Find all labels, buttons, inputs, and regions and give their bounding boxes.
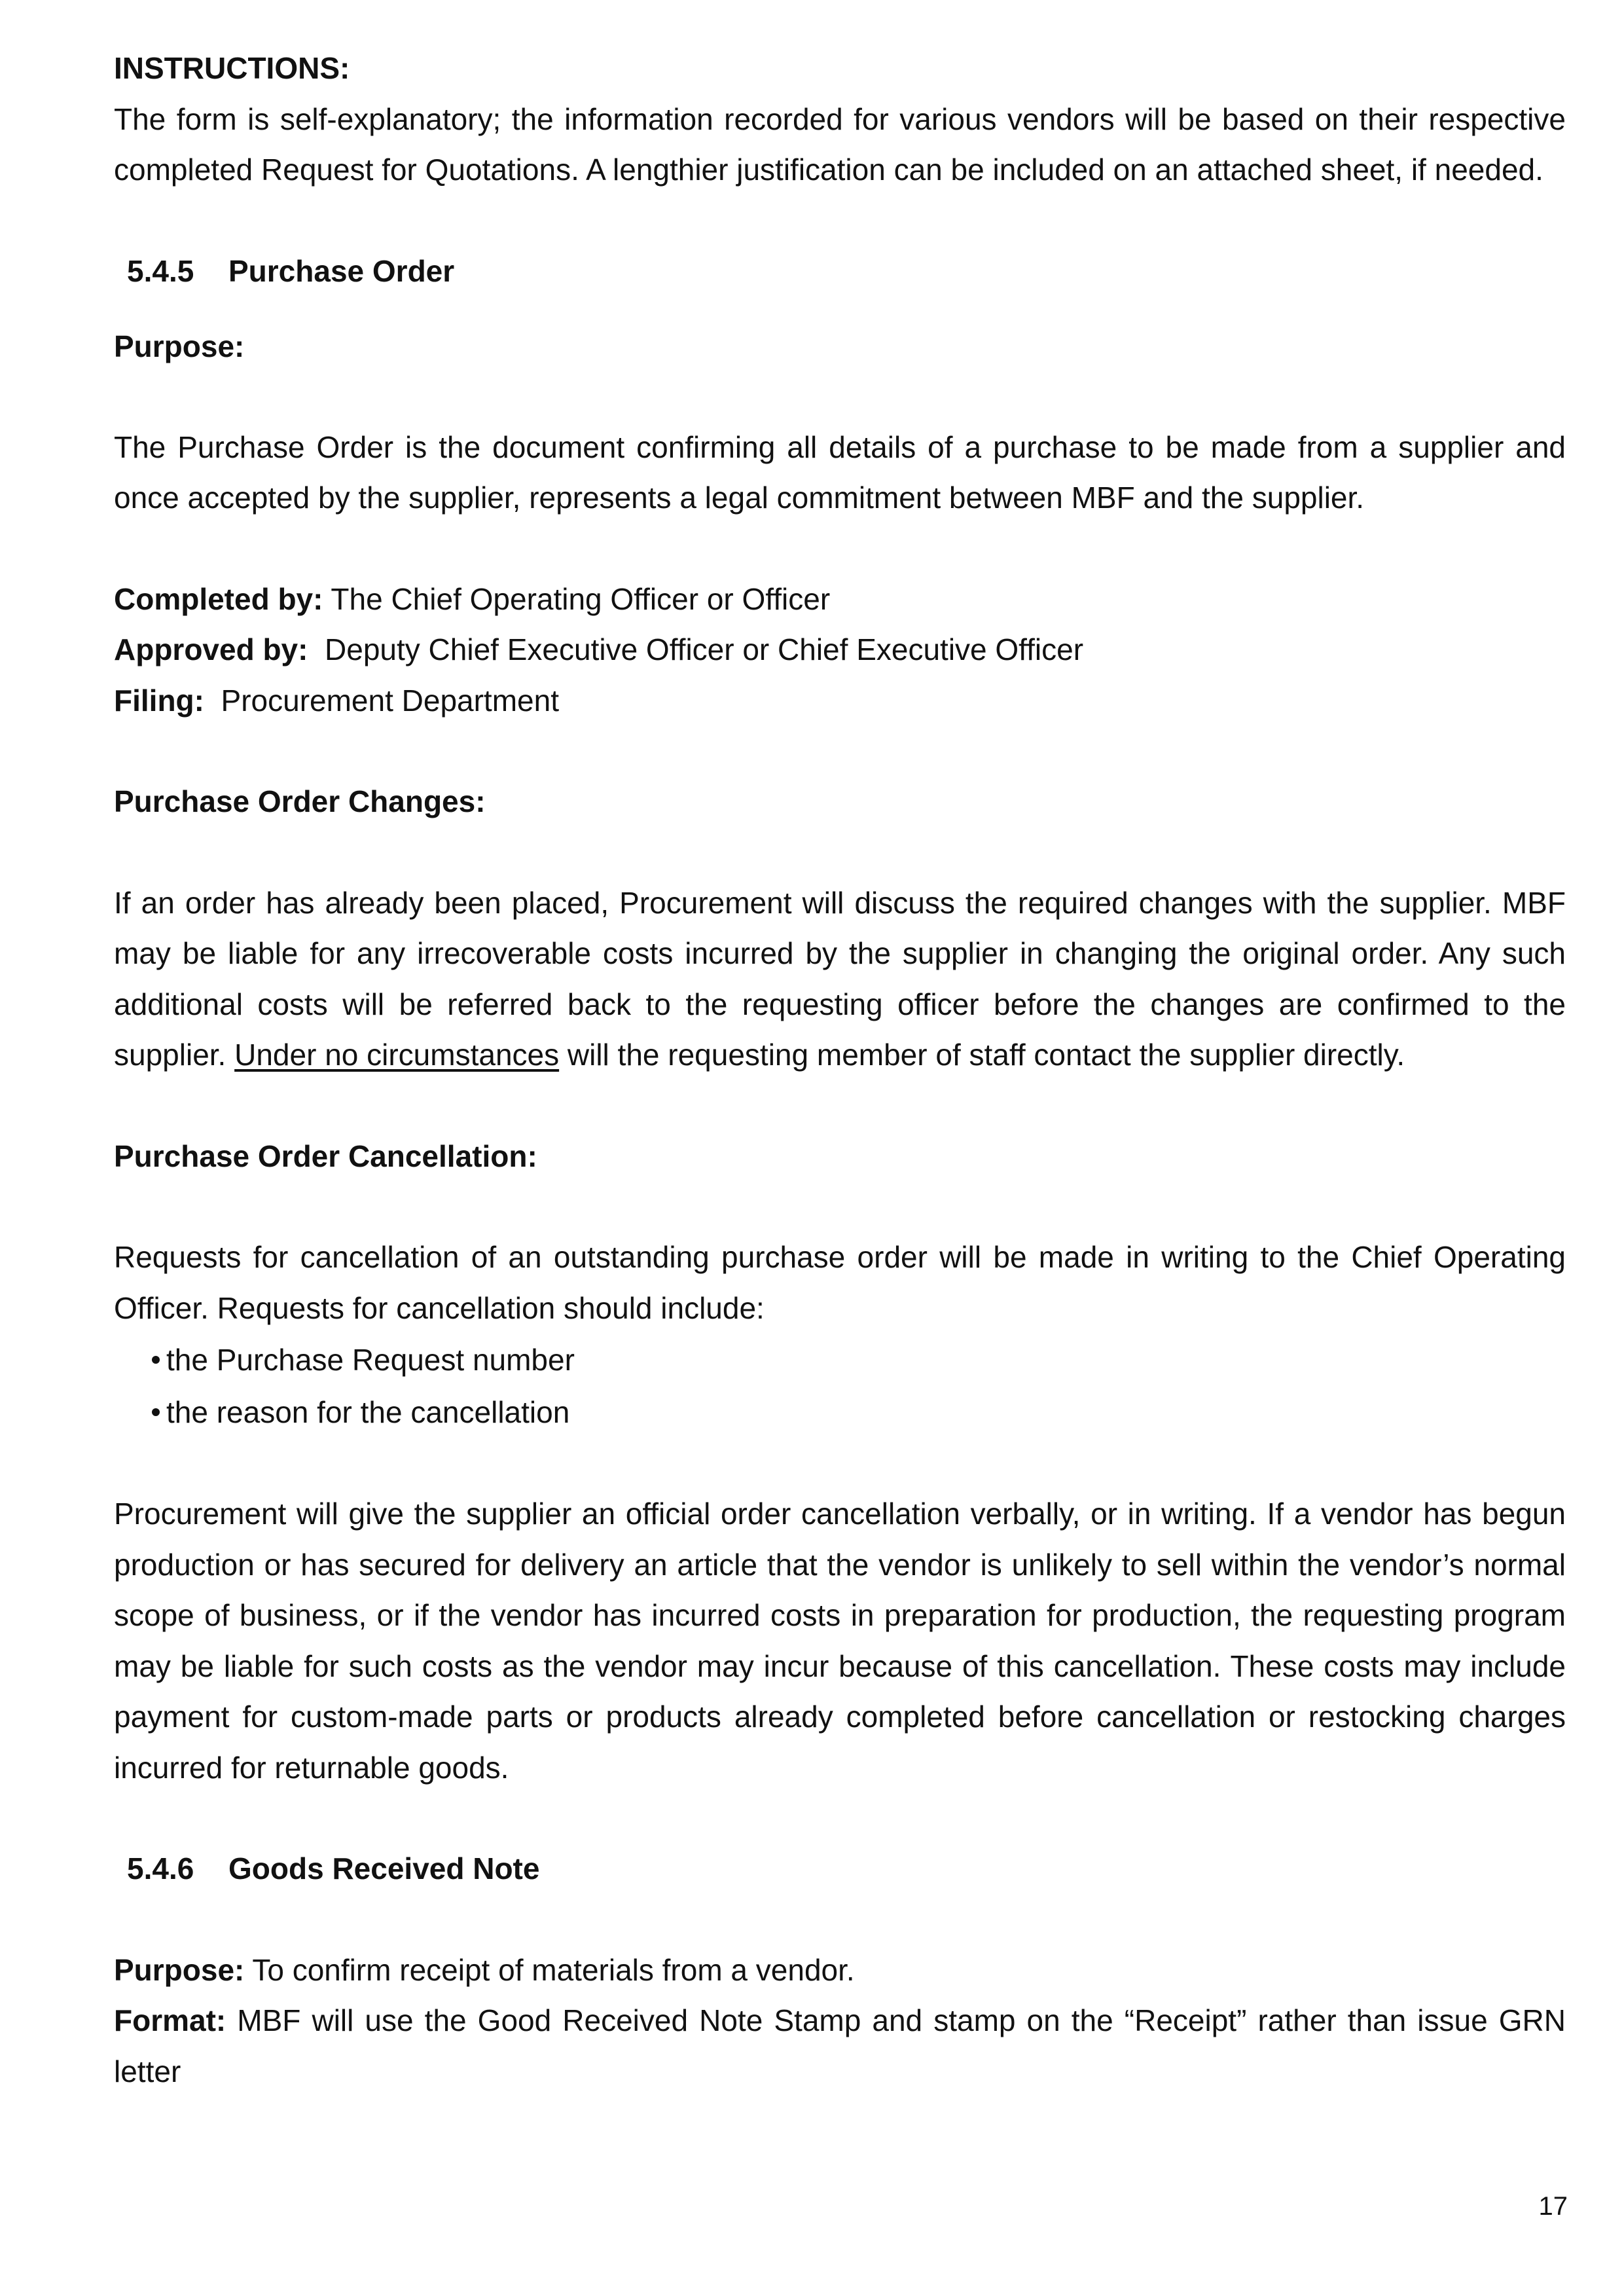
bullet-icon <box>152 1408 160 1416</box>
changes-text-part-1: If an order has already been placed, Procurement will discuss the required changes with the supplier. MBF may be liable for any irrecoverable costs incurred by the supplier in changing the original order. Any such additional costs will be referred back to the requesting officer before the changes are confirmed to the supplier. <box>114 885 1566 1072</box>
grn-format-value: MBF will use the Good Received Note Stamp and stamp on the “Receipt” rather than issue GRN letter <box>114 2003 1566 2088</box>
page-number: 17 <box>1538 2192 1568 2221</box>
section-546-heading <box>127 1844 1566 1895</box>
completed-by-label: Completed by: <box>114 581 323 616</box>
cancellation-heading: Purchase Order Cancellation: <box>114 1139 537 1173</box>
grn-purpose-label: Purpose: <box>114 1952 245 1987</box>
changes-heading: Purchase Order Changes: <box>114 784 486 818</box>
section-545-heading <box>127 246 1566 297</box>
grn-format-label: Format: <box>114 2003 226 2037</box>
approved-by-value: Deputy Chief Executive Officer or Chief Executive Officer <box>308 632 1084 666</box>
changes-text-underlined: Under no circumstances <box>234 1038 560 1072</box>
filing-label: Filing: <box>114 683 204 718</box>
instructions-heading: INSTRUCTIONS: <box>114 51 350 85</box>
section-545-title: Purchase Order <box>228 253 455 288</box>
cancellation-bullet-2: the reason for the cancellation <box>166 1395 570 1429</box>
grn-format-row <box>114 1995 1566 2097</box>
document-page <box>114 43 1566 2097</box>
filing-value: Procurement Department <box>204 683 559 718</box>
changes-text-part-2: will the requesting member of staff contact the supplier directly. <box>559 1038 1405 1072</box>
grn-purpose-row <box>114 1945 1566 1996</box>
grn-purpose-value: To confirm receipt of materials from a vendor. <box>244 1952 855 1987</box>
approved-by-label: Approved by: <box>114 632 308 666</box>
bullet-icon <box>152 1356 160 1364</box>
changes-text <box>114 878 1566 1081</box>
cancellation-text: Procurement will give the supplier an official order cancellation verbally, or in writing. If a vendor has begun production or has secured for delivery an article that the vendor is unlikely to sell within the vendor’s normal scope of business, or if the vendor has incurred costs in preparation for production, the requesting program may be liable for such costs as the vendor may incur because of this cancellation. These costs may include payment for custom-made parts or products already completed before cancellation or restocking charges incurred for returnable goods. <box>114 1497 1566 1785</box>
instructions-text: The form is self-explanatory; the information recorded for various vendors will be based on their respective completed Request for Quotations. A lengthier justification can be included on an attached sheet, if needed. <box>114 101 1566 187</box>
completed-by-row <box>114 574 1566 625</box>
section-545-number: 5.4.5 <box>127 253 194 288</box>
list-item <box>152 1334 1566 1386</box>
list-item <box>152 1386 1566 1438</box>
cancellation-bullet-list <box>114 1334 1566 1438</box>
section-546-number: 5.4.6 <box>127 1851 194 1886</box>
cancellation-intro: Requests for cancellation of an outstanding purchase order will be made in writing to the Chief Operating Officer. Requests for cancellation should include: <box>114 1240 1566 1325</box>
completed-by-value: The Chief Operating Officer or Officer <box>323 581 831 616</box>
filing-row <box>114 676 1566 727</box>
cancellation-bullet-1: the Purchase Request number <box>166 1343 575 1377</box>
approved-by-row <box>114 625 1566 676</box>
section-546-title: Goods Received Note <box>228 1851 540 1886</box>
purchase-order-purpose-label: Purpose: <box>114 329 245 363</box>
purchase-order-purpose-text: The Purchase Order is the document confirming all details of a purchase to be made from a supplier and once accepted by the supplier, represents a legal commitment between MBF and the supplier. <box>114 429 1566 515</box>
